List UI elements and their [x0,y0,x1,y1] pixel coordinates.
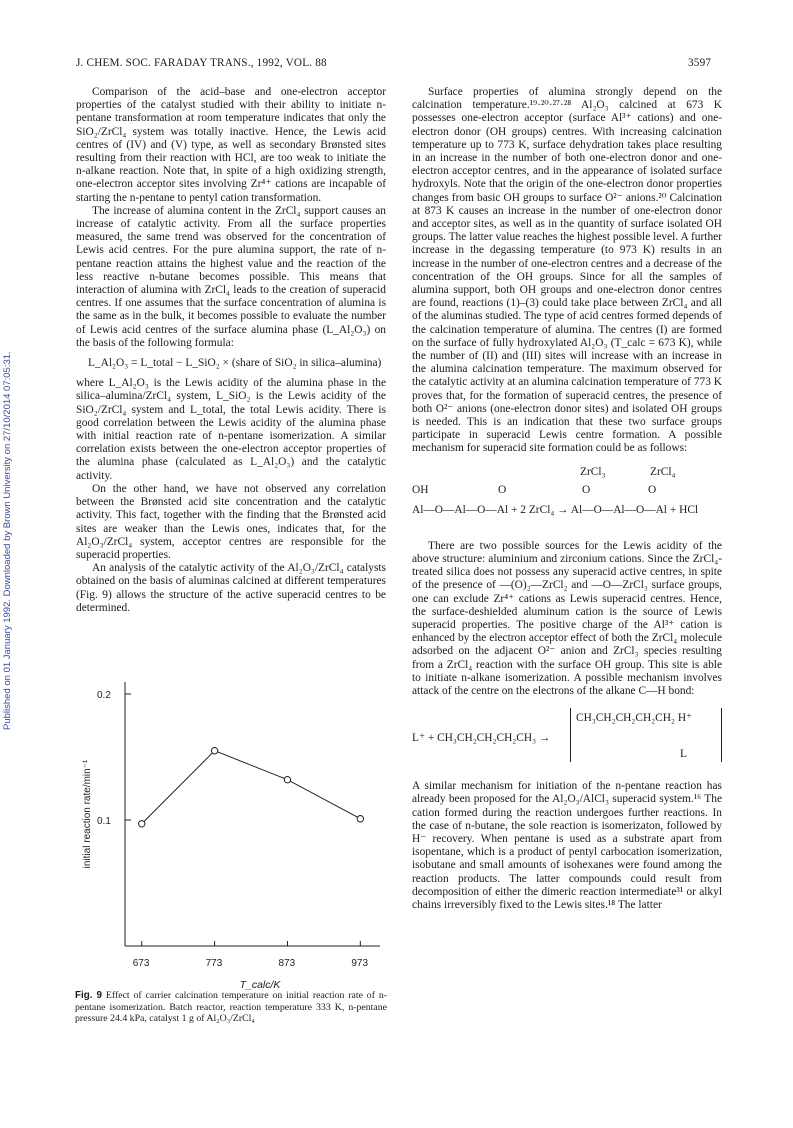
scheme-label: ZrCl₄ [650,465,676,478]
x-axis-label: T_calc/K [239,979,281,991]
paragraph: where L_Al₂O₃ is the Lewis acidity of the alumina phase in the silica–alumina/ZrCl₄ system, L_SiO₂ is the Lewis acidity of the SiO₂/ZrCl₄ system and L_total, the total Lewis acidity. There is good correlation between the Lewis acidity of the alumina phase with initial reaction rate of n-pentane isomerization. A similar correlation exists between the one-electron acceptor properties of the alumina phase (calculated as L_Al₂O₃) and the catalytic activity. [76,377,386,482]
mechanism-scheme [412,708,722,772]
running-header: J. CHEM. SOC. FARADAY TRANS., 1992, VOL. 88 [76,57,327,69]
data-point [357,816,363,822]
scheme-left: L⁺ + CH₃CH₂CH₂CH₂CH₃ → [412,732,551,745]
y-axis-label: initial reaction rate/min⁻¹ [82,759,93,869]
equation: L_Al₂O₃ = L_total − L_SiO₂ × (share of SiO₂ in silica–alumina) [88,357,382,370]
page-number: 3597 [688,57,712,69]
y-tick-label: 0.1 [97,816,111,827]
scheme-label: OH [412,483,429,496]
paragraph: Surface properties of alumina strongly depend on the calcination temperature.¹⁹·²⁰·²⁷·²⁸ Al₂O₃ calcined at 673 K possesses one-electron acceptor (surface Al³⁺ cations) and one-electron donor (OH groups) centres. With increasing calcination temperature up to 773 K, surface dehydration takes place resulting in an increase in the number of both one-electron donor and one-electron acceptor centres, and in the appearance of isolated surface hydroxyls. Note that the origin of the one-electron donor properties changes from basic OH groups to surface O²⁻ anions.²⁰ Calcination at 873 K causes an increase in the number of one-electron donor and acceptor sites, as well as in the quantity of surface isolated OH groups. The latter value reaches the highest possible level. A further increase in the degassing temperature (to 973 K) results in an increase in the number of one-electron centres and a decrease of the concentration of the OH groups. Since for all the samples of alumina support, both OH groups and one-electron donor centres are found, reactions (1)–(3) could take place between ZrCl₄ and all of the aluminas studied. The type of acid centres formed depends of the calcination temperature of alumina. The centres (I) are formed on the surface of fully hydroxylated Al₂O₃ (T_calc = 673 K), while the number of (II) and (III) sites will increase with an increase in the alumina calcination temperature. The maximum observed for the catalytic activity at an alumina calcination temperature of 773 K proves that, for the formation of superacid centres, the presence of both O²⁻ anions (one-electron donor sites) and isolated OH groups is needed. This is an indication that these two surface groups participate in superacid Lewis centre formation. A possible mechanism for superacid site formation could be as follows: [412,86,722,455]
scheme-line: Al—O—Al—O—Al + 2 ZrCl₄ → Al—O—Al—O—Al + HCl [412,503,699,516]
paragraph: An analysis of the catalytic activity of the Al₂O₃/ZrCl₄ catalysts obtained on the basis of aluminas calcined at different temperatures (Fig. 9) allows the structure of the active superacid centres to be determined. [76,562,386,614]
caption-label: Fig. 9 [75,990,103,1001]
reaction-scheme [412,466,722,528]
scheme-L: L [680,748,687,761]
caption-text: Effect of carrier calcination temperature on initial reaction rate of n-pentane isomerization. Batch reactor, reaction temperature 333 K, n-pentane pressure 24.4 kPa, catalyst 1 g of Al₂O₃/ZrCl₄ [75,990,388,1025]
scheme-label: ZrCl₃ [580,465,606,478]
x-tick-label: 973 [351,958,369,969]
left-column [76,86,386,615]
x-tick-label: 873 [278,958,296,969]
figure-caption [75,990,387,1025]
side-watermark: Published on 01 January 1992. Downloaded by Brown University on 27/10/2014 07:05:31. [2,351,13,730]
paragraph: A similar mechanism for initiation of the n-pentane reaction has already been proposed for the Al₂O₃/AlCl₃ superacid system.¹⁶ The cation formed during the reaction undergoes further reactions. In the case of n-butane, the sole reaction is isomerizaton, followed by H⁻ recovery. When pentane is used as a substrate apart from isopentane, which is a product of pentyl carbocation isomerization, isobutane and small amounts of isohexanes were found among the reaction products. The latter compounds could result from decomposition of either the dimeric reaction intermediate³¹ or alkyl chains irreversibly fixed to the Lewis sites.¹⁸ The latter [412,780,722,911]
x-tick-label: 773 [205,958,223,969]
right-column [412,86,722,912]
paragraph: There are two possible sources for the Lewis acidity of the above structure: aluminium and zirconium cations. Since the ZrCl₄-treated silica does not possess any superacid active centres, in spite of the presence of —(O)₂—ZrCl₂ and —O—ZrCl₃ surface groups, one can exclude Zr⁴⁺ cations as Lewis superacid centres. Hence, the surface-deshielded aluminum cation is the source of Lewis superacid properties. The positive charge of the Al³⁺ cation is enhanced by the electron acceptor effect of both the ZrCl₄ molecule adsorbed on the adjacent O²⁻ anion and ZrCl₃ species resulting from a ZrCl₄ reaction with the surface OH group. This site is able to initiate n-alkane isomerization. A possible mechanism involves attack of the centre on the electrons of the alkane C—H bond: [412,539,722,697]
data-point [284,776,290,782]
data-point [139,821,145,827]
scheme-bracket-text: CH₃CH₂CH₂CH₂CH₂ H⁺ [576,712,693,725]
x-tick-label: 673 [132,958,150,969]
paragraph: Comparison of the acid–base and one-electron acceptor properties of the catalyst studied with their ability to initiate n-pentane transformation at room temperature indicates that only the SiO₂/ZrCl₄ system was totally inactive. Hence, the Lewis acid centres of (IV) and (V) type, as well as secondary Brønsted sites resulting from their reaction with HCl, are too weak to initiate the n-alkane reaction. Note that, in spite of a high oxidizing strength, one-electron acceptor sites involving Zr⁴⁺ cations are incapable of starting the n-pentane to pentyl cation transformation. [76,86,386,204]
data-point [211,748,217,754]
figure-9-chart [80,674,396,992]
scheme-label: O [498,483,507,496]
scheme-label: O [582,483,591,496]
y-tick-label: 0.2 [97,690,111,701]
series-line [142,751,361,824]
paragraph: The increase of alumina content in the ZrCl₄ support causes an increase of catalytic activity. From all the surface properties measured, the same trend was observed for the concentration of Lewis acid centres. For the pure alumina support, the rate of n-pentane reaction attains the highest value and the reaction of the less reactive n-butane becomes possible. This means that interaction of alumina with ZrCl₄ leads to the creation of superacid centres. If one assumes that the surface concentration of alumina is the same as in the bulk, it becomes possible to evaluate the number of Lewis acid centres of the surface alumina phase (L_Al₂O₃) on the basis of the following formula: [76,204,386,349]
scheme-label: O [648,483,657,496]
paragraph: On the other hand, we have not observed any correlation between the Brønsted acid site concentration and the catalytic activity. This fact, together with the finding that the Brønsted acid sites are weaker than the Lewis ones, indicates that, for the Al₂O₃/ZrCl₄ system, acceptor centres are responsible for the superacid properties. [76,482,386,561]
